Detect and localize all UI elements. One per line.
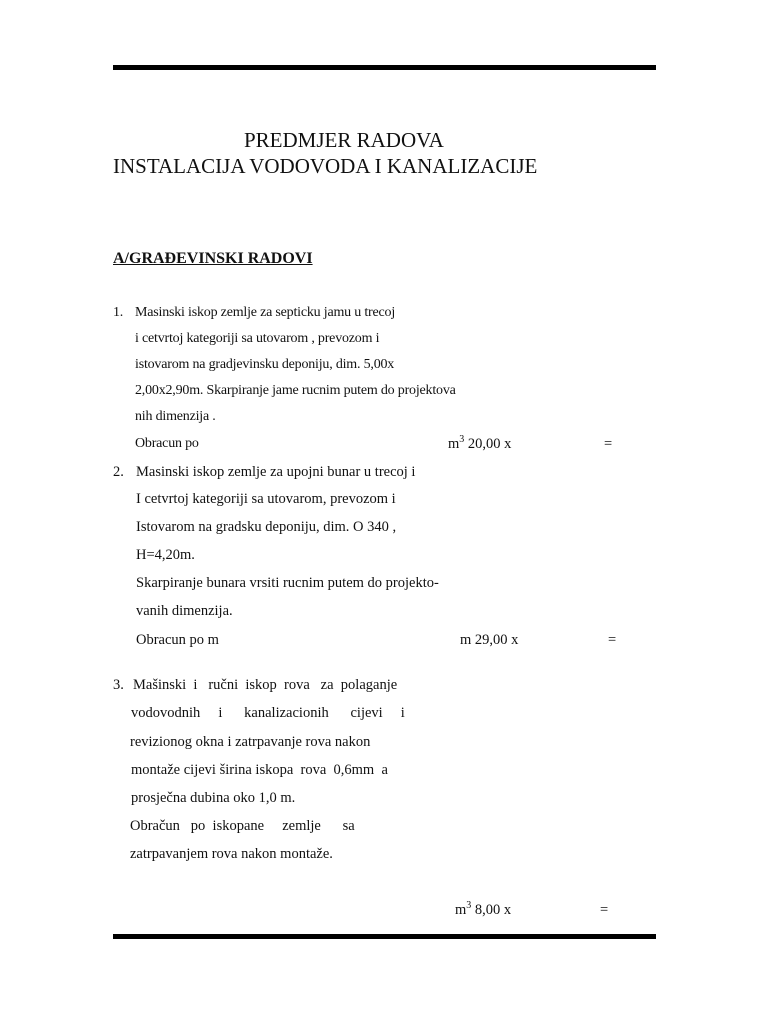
item-number: 2. <box>113 464 124 480</box>
item-line: Masinski iskop zemlje za septicku jamu u trecoj <box>135 305 396 320</box>
item-line: I cetvrtoj kategoriji sa utovarom, prevozom i <box>136 491 396 507</box>
calc-label: Obracun po m <box>136 632 219 648</box>
document-title: PREDMJER RADOVA <box>244 128 444 152</box>
item-line: prosječna dubina oko 1,0 m. <box>131 790 296 806</box>
equals-sign: = <box>604 436 613 452</box>
equals-sign: = <box>600 902 609 918</box>
item-line: Obračun po iskopane zemlje sa <box>130 818 355 834</box>
equals-sign: = <box>608 632 617 648</box>
calc-label: Obracun po <box>135 436 199 451</box>
document-subtitle: INSTALACIJA VODOVODA I KANALIZACIJE <box>113 154 538 178</box>
bottom-rule <box>113 934 656 939</box>
item-line: 2,00x2,90m. Skarpiranje jame rucnim putem do projektova <box>135 383 456 398</box>
item-line: Masinski iskop zemlje za upojni bunar u trecoj i <box>136 464 416 480</box>
item-line: revizionog okna i zatrpavanje rova nakon <box>130 734 371 750</box>
quantity: m 29,00 x <box>460 632 519 648</box>
item-line: H=4,20m. <box>136 547 195 563</box>
item-line: Mašinski i ručni iskop rova za polaganje <box>133 677 398 693</box>
item-number: 1. <box>113 305 124 320</box>
section-heading: A/GRAĐEVINSKI RADOVI <box>113 250 313 267</box>
quantity: $m^3$ 20,00 x <box>448 434 512 452</box>
item-line: i cetvrtoj kategoriji sa utovarom , prevozom i <box>135 331 380 346</box>
top-rule <box>113 65 656 70</box>
item-line: vodovodnih i kanalizacionih cijevi i <box>131 705 405 721</box>
item-line: vanih dimenzija. <box>136 603 233 619</box>
item-line: nih dimenzija . <box>135 409 216 424</box>
item-line: istovarom na gradjevinsku deponiju, dim. 5,00x <box>135 357 395 372</box>
item-number: 3. <box>113 677 124 693</box>
item-line: zatrpavanjem rova nakon montaže. <box>130 846 333 862</box>
item-line: Skarpiranje bunara vrsiti rucnim putem do projekto- <box>136 575 439 591</box>
item-line: Istovarom na gradsku deponiju, dim. O 340 , <box>136 519 397 535</box>
quantity: $m^3$ 8,00 x <box>455 900 512 918</box>
item-line: montaže cijevi širina iskopa rova 0,6mm a <box>131 762 388 778</box>
